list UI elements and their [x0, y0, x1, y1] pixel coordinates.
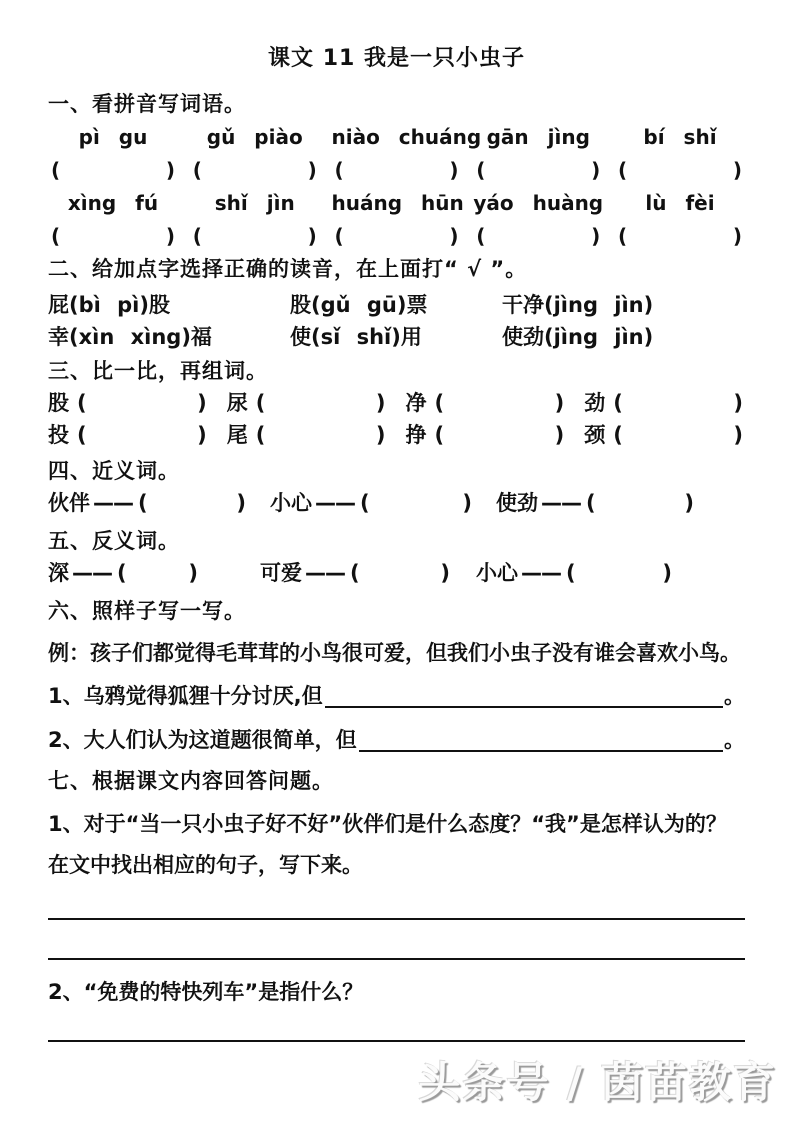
answer-blank — [605, 420, 745, 450]
open-paren: ( — [618, 224, 628, 248]
open-paren: ( — [51, 224, 61, 248]
dash: —— — [315, 491, 355, 515]
word-building-item — [406, 388, 567, 418]
pinyin-word — [615, 124, 745, 184]
pronunciation-row-2 — [48, 322, 745, 352]
answer-blank — [473, 156, 603, 184]
pinyin-row-2 — [48, 190, 745, 250]
close-paren: ) — [554, 423, 565, 447]
example-sentence: 例：孩子们都觉得毛茸茸的小鸟很可爱，但我们小虫子没有谁会喜欢小鸟。 — [48, 641, 741, 665]
answer-blank — [136, 488, 248, 518]
dash: —— — [521, 561, 561, 585]
section-1-heading: 一、看拼音写词语。 — [48, 92, 246, 116]
answer-blank — [615, 222, 745, 250]
period: 。 — [724, 684, 745, 708]
close-paren: ) — [449, 158, 459, 182]
pinyin-word — [190, 124, 320, 184]
antonym-row — [48, 558, 745, 588]
answer-blank — [332, 156, 462, 184]
pinyin-row-1 — [48, 124, 745, 184]
pinyin-text: niào chuáng — [331, 125, 482, 149]
pinyin-word — [473, 124, 603, 184]
answer-blank — [584, 488, 696, 518]
character: 投 — [48, 423, 69, 447]
question-2: 2、“免费的特快列车”是指什么？ — [48, 980, 364, 1004]
pinyin-word — [48, 190, 178, 250]
close-paren: ) — [165, 224, 175, 248]
open-paren: ( — [255, 423, 266, 447]
close-paren: ) — [684, 491, 694, 515]
open-paren: ( — [586, 491, 596, 515]
synonym-item — [496, 488, 696, 518]
section-3-heading: 三、比一比，再组词。 — [48, 359, 268, 383]
dash: —— — [541, 491, 581, 515]
page-title: 课文 11 我是一只小虫子 — [268, 46, 525, 71]
section-4-heading: 四、近义词。 — [48, 459, 180, 483]
question-1-line-2: 在文中找出相应的句子，写下来。 — [48, 853, 363, 877]
answer-blank — [348, 558, 452, 588]
section-6-heading: 六、照样子写一写。 — [48, 599, 246, 623]
pronunciation-row-1 — [48, 290, 745, 320]
answer-blank — [427, 388, 567, 418]
pinyin-word — [48, 124, 178, 184]
answer-blank — [69, 388, 209, 418]
close-paren: ) — [375, 391, 386, 415]
answer-blank — [358, 488, 474, 518]
open-paren: ( — [350, 561, 360, 585]
period: 。 — [724, 728, 745, 752]
pinyin-text: huáng hūn — [331, 191, 464, 215]
answer-blank — [48, 156, 178, 184]
section-2-heading: 二、给加点字选择正确的读音，在上面打“ √ ”。 — [48, 257, 528, 281]
close-paren: ) — [662, 561, 672, 585]
synonym-item — [48, 488, 248, 518]
character: 尿 — [226, 391, 248, 415]
answer-blank — [248, 420, 388, 450]
open-paren: ( — [51, 158, 61, 182]
word-building-item — [48, 388, 209, 418]
close-paren: ) — [449, 224, 459, 248]
antonym-item — [260, 558, 452, 588]
word-building-row-2 — [48, 420, 745, 450]
close-paren: ) — [307, 224, 317, 248]
word: 可爱 — [260, 561, 302, 585]
dash: —— — [72, 561, 112, 585]
answer-line — [48, 880, 745, 920]
pinyin-text: xìng fú — [67, 191, 159, 215]
word-building-item — [406, 420, 567, 450]
close-paren: ) — [733, 391, 743, 415]
open-paren: ( — [117, 561, 127, 585]
open-paren: ( — [613, 391, 623, 415]
word: 小心 — [476, 561, 518, 585]
close-paren: ) — [733, 423, 743, 447]
open-paren: ( — [138, 491, 148, 515]
pinyin-text: bí shǐ — [643, 125, 717, 149]
close-paren: ) — [591, 158, 601, 182]
sentence-start: 1、乌鸦觉得狐狸十分讨厌,但 — [48, 684, 323, 708]
word-building-item — [584, 388, 745, 418]
open-paren: ( — [334, 158, 344, 182]
pinyin-text: lù fèi — [645, 191, 715, 215]
word-building-item — [227, 420, 388, 450]
open-paren: ( — [360, 491, 370, 515]
close-paren: ) — [440, 561, 450, 585]
fill-in-item-1 — [48, 680, 745, 712]
close-paren: ) — [236, 491, 246, 515]
answer-blank — [427, 420, 567, 450]
close-paren: ) — [375, 423, 386, 447]
answer-blank — [48, 222, 178, 250]
section-7-heading: 七、根据课文内容回答问题。 — [48, 769, 334, 793]
pinyin-text: gān jìng — [486, 125, 590, 149]
character: 净 — [405, 391, 427, 415]
answer-line — [48, 1008, 745, 1042]
answer-blank — [115, 558, 200, 588]
dash: —— — [93, 491, 133, 515]
word-building-row-1 — [48, 388, 745, 418]
close-paren: ) — [732, 224, 742, 248]
answer-blank — [564, 558, 674, 588]
answer-blank — [190, 156, 320, 184]
word: 小心 — [270, 491, 312, 515]
word-building-item — [227, 388, 388, 418]
write-in-line — [359, 750, 723, 752]
answer-blank — [190, 222, 320, 250]
open-paren: ( — [434, 391, 445, 415]
close-paren: ) — [197, 391, 207, 415]
close-paren: ) — [591, 224, 601, 248]
pronunciation-item: 屁(bì pì)股 — [48, 293, 170, 317]
open-paren: ( — [476, 158, 486, 182]
pronunciation-item: 幸(xìn xìng)福 — [48, 325, 212, 349]
open-paren: ( — [192, 158, 202, 182]
close-paren: ) — [197, 423, 207, 447]
open-paren: ( — [613, 423, 623, 447]
watermark: 头条号 / 茵苗教育 — [418, 1058, 777, 1107]
word: 伙伴 — [48, 491, 90, 515]
pinyin-word — [331, 124, 482, 184]
pinyin-text: gǔ piào — [206, 125, 303, 149]
answer-blank — [69, 420, 209, 450]
pinyin-word — [615, 190, 745, 250]
sentence-start: 2、大人们认为这道题很简单，但 — [48, 728, 357, 752]
pinyin-word — [332, 190, 462, 250]
close-paren: ) — [165, 158, 175, 182]
section-5-heading: 五、反义词。 — [48, 529, 180, 553]
close-paren: ) — [188, 561, 198, 585]
answer-blank — [332, 222, 462, 250]
answer-blank — [605, 388, 745, 418]
answer-blank — [615, 156, 745, 184]
open-paren: ( — [476, 224, 486, 248]
answer-blank — [248, 388, 388, 418]
synonym-item — [270, 488, 474, 518]
pinyin-word — [473, 190, 603, 250]
fill-in-item-2 — [48, 724, 745, 756]
character: 颈 — [584, 423, 606, 447]
close-paren: ) — [554, 391, 565, 415]
close-paren: ) — [462, 491, 472, 515]
pronunciation-item: 股(gǔ gū)票 — [290, 293, 428, 317]
open-paren: ( — [77, 423, 87, 447]
pinyin-text: shǐ jìn — [214, 191, 295, 215]
antonym-item — [476, 558, 674, 588]
pinyin-text: yáo huàng — [473, 191, 604, 215]
synonym-row — [48, 488, 745, 518]
question-1-line-1: 1、对于“当一只小虫子好不好”伙伴们是什么态度？“我”是怎样认为的？ — [48, 812, 727, 836]
pronunciation-item: 使(sǐ shǐ)用 — [290, 325, 422, 349]
close-paren: ) — [307, 158, 317, 182]
character: 挣 — [405, 423, 427, 447]
open-paren: ( — [255, 391, 266, 415]
answer-line — [48, 920, 745, 960]
open-paren: ( — [434, 423, 445, 447]
open-paren: ( — [566, 561, 576, 585]
pronunciation-item: 使劲(jìng jìn) — [502, 325, 654, 349]
pinyin-word — [190, 190, 320, 250]
open-paren: ( — [77, 391, 87, 415]
answer-blank — [473, 222, 603, 250]
pinyin-text: pì gu — [78, 125, 148, 149]
open-paren: ( — [618, 158, 628, 182]
character: 劲 — [584, 391, 606, 415]
dash: —— — [305, 561, 345, 585]
character: 尾 — [226, 423, 248, 447]
word: 深 — [48, 561, 69, 585]
antonym-item — [48, 558, 200, 588]
word: 使劲 — [496, 491, 538, 515]
write-in-line — [325, 706, 723, 708]
open-paren: ( — [334, 224, 344, 248]
word-building-item — [48, 420, 209, 450]
open-paren: ( — [192, 224, 202, 248]
word-building-item — [584, 420, 745, 450]
character: 股 — [48, 391, 69, 415]
close-paren: ) — [732, 158, 742, 182]
pronunciation-item: 干净(jìng jìn) — [502, 293, 654, 317]
